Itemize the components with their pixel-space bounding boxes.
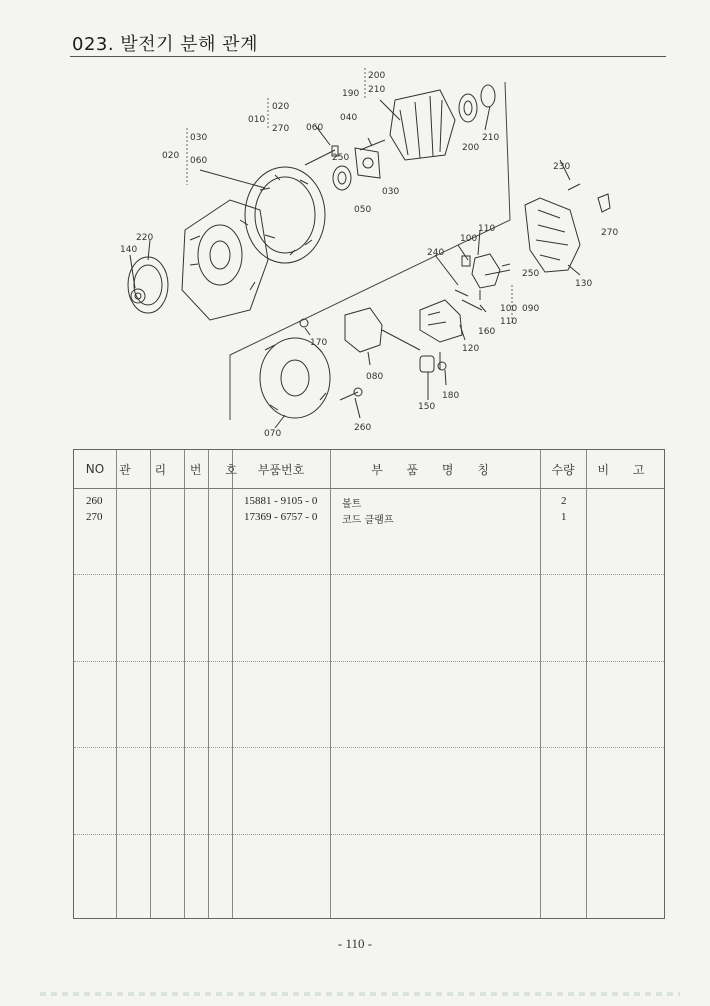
alternator-exploded-diagram: [90, 60, 650, 445]
diagram-label: 110: [478, 224, 496, 234]
row-divider: [74, 834, 664, 835]
diagram-label: 010: [248, 115, 266, 125]
diagram-label: 150: [418, 402, 436, 412]
column-divider: [150, 450, 151, 918]
diagram-label: 040: [340, 113, 358, 123]
diagram-label: 240: [427, 248, 445, 258]
diagram-label: 030: [382, 187, 400, 197]
row-part-name: 코드 클램프: [342, 515, 394, 526]
diagram-label: 060: [306, 123, 324, 133]
header-quantity: 수량: [551, 462, 575, 477]
column-divider: [208, 450, 209, 918]
diagram-label: 200: [368, 71, 386, 81]
row-part-name: 볼트: [342, 499, 362, 510]
diagram-label: 030: [190, 133, 208, 143]
diagram-label: 130: [575, 279, 593, 289]
row-part-number: 15881 - 9105 - 0: [244, 495, 318, 507]
diagram-label: 210: [368, 85, 386, 95]
diagram-label: 160: [478, 327, 496, 337]
diagram-label: 250: [522, 269, 540, 279]
row-quantity: 2: [561, 495, 567, 507]
row-no: 260: [86, 495, 103, 507]
diagram-label: 120: [462, 344, 480, 354]
diagram-label: 270: [272, 124, 290, 134]
diagram-label: 180: [442, 391, 460, 401]
column-divider: [116, 450, 117, 918]
diagram-label: 090: [522, 304, 540, 314]
column-divider: [540, 450, 541, 918]
diagram-label: 200: [462, 143, 480, 153]
diagram-label: 250: [332, 153, 350, 163]
diagram-label: 060: [190, 156, 208, 166]
title-divider: [70, 56, 666, 57]
diagram-label: 230: [553, 162, 571, 172]
page-number: - 110 -: [337, 936, 373, 951]
diagram-label: 260: [354, 423, 372, 433]
diagram-label: 100: [460, 234, 478, 244]
diagram-label: 190: [342, 89, 360, 99]
row-divider: [74, 747, 664, 748]
diagram-label: 080: [366, 372, 384, 382]
diagram-label: 110: [500, 317, 518, 327]
header-no: NO: [85, 462, 105, 476]
diagram-label: 170: [310, 338, 328, 348]
header-management-number: 관 리 번 호: [119, 462, 247, 477]
column-divider: [586, 450, 587, 918]
diagram-label: 220: [136, 233, 154, 243]
header-remarks: 비 고: [597, 462, 655, 477]
diagram-label: 210: [482, 133, 500, 143]
row-divider: [74, 661, 664, 662]
diagram-label: 020: [162, 151, 180, 161]
diagram-label: 070: [264, 429, 282, 439]
row-divider: [74, 574, 664, 575]
diagram-label: 140: [120, 245, 138, 255]
column-divider: [232, 450, 233, 918]
header-part-number: 부품번호: [257, 462, 305, 477]
row-part-number: 17369 - 6757 - 0: [244, 511, 318, 523]
column-divider: [184, 450, 185, 918]
page-title: 023. 발전기 분해 관계: [72, 34, 258, 55]
row-quantity: 1: [561, 511, 567, 523]
parts-table: [73, 449, 665, 919]
column-divider: [330, 450, 331, 918]
diagram-label: 050: [354, 205, 372, 215]
scan-artifact: [40, 992, 680, 996]
row-no: 270: [86, 511, 103, 523]
diagram-label: 270: [601, 228, 619, 238]
diagram-label: 020: [272, 102, 290, 112]
diagram-label: 100: [500, 304, 518, 314]
header-divider: [74, 488, 664, 489]
header-part-name: 부 품 명 칭: [371, 462, 499, 477]
